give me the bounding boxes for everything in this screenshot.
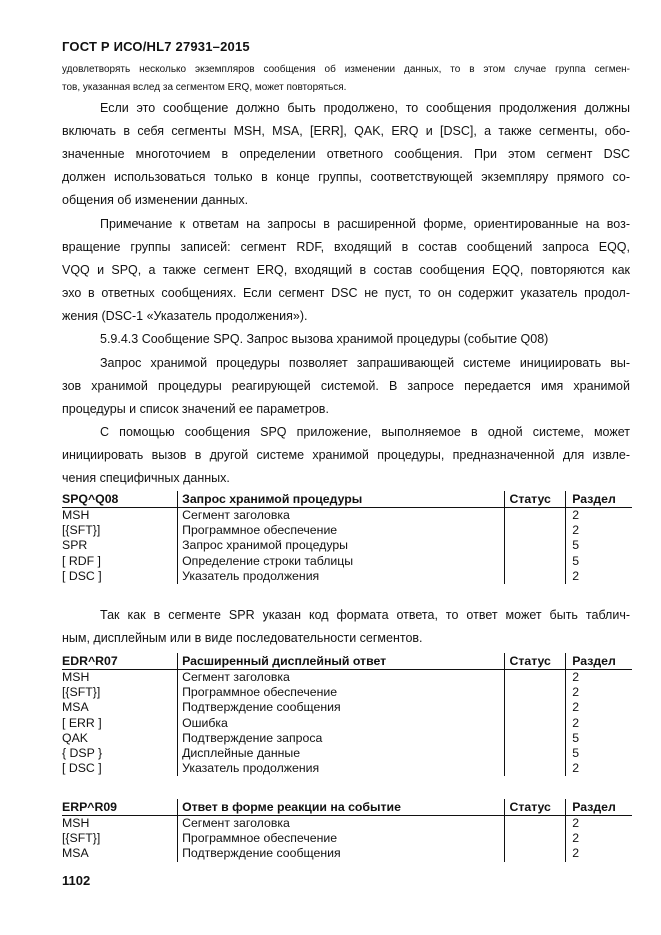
table-row bbox=[62, 716, 632, 731]
table-cell bbox=[505, 554, 566, 569]
table-cell: 5 bbox=[566, 554, 632, 569]
section-heading: 5.9.4.3 Сообщение SPQ. Запрос вызова хранимой процедуры (событие Q08) bbox=[100, 332, 549, 346]
table-cell: MSH bbox=[62, 508, 90, 523]
text-line: должен использоваться только в конце группы, соответствующей экземпляру прямого со- bbox=[62, 170, 630, 184]
text-line: вращение группы записей: сегмент RDF, входящий в состав сообщений запроса EQQ, bbox=[62, 240, 630, 254]
table-cell: Сегмент заголовка bbox=[178, 508, 505, 524]
column-status: Статус bbox=[505, 491, 566, 508]
table-cell: 2 bbox=[566, 716, 632, 731]
text-line: зов хранимой процедуры реагирующей системой. В запросе передается имя хранимой bbox=[62, 379, 630, 393]
table-cell: 2 bbox=[566, 508, 632, 524]
paragraph-note bbox=[62, 213, 630, 328]
text-line: удовлетворять несколько экземпляров сообщения об изменении данных, то в этом случае группа сегмен- bbox=[62, 64, 630, 75]
table-cell: [{SFT}] bbox=[62, 685, 101, 700]
table-cell: 2 bbox=[566, 670, 632, 686]
column-message: EDR^R07 bbox=[62, 653, 178, 670]
table-cell: Подтверждение сообщения bbox=[178, 846, 505, 861]
paragraph-response-format bbox=[62, 604, 630, 650]
text-line: значенные многоточием в определении ответного сообщения. При этом сегмент DSC bbox=[62, 147, 630, 161]
column-section: Раздел bbox=[566, 491, 632, 508]
text-line: С помощью сообщения SPQ приложение, выполняемое в одной системе, может bbox=[100, 425, 630, 439]
table-cell bbox=[505, 538, 566, 553]
table-cell: Запрос хранимой процедуры bbox=[178, 538, 505, 553]
table-cell: Указатель продолжения bbox=[178, 569, 505, 584]
table-cell: 2 bbox=[566, 831, 632, 846]
table-cell: [ DSC ] bbox=[62, 568, 102, 583]
table-cell: 2 bbox=[566, 761, 632, 776]
table-cell bbox=[505, 508, 566, 524]
table-cell: [{SFT}] bbox=[62, 831, 101, 846]
table-cell bbox=[505, 846, 566, 861]
table-cell bbox=[505, 746, 566, 761]
text-line: ным, дисплейным или в виде последовательности сегментов. bbox=[62, 631, 423, 645]
table-row bbox=[62, 538, 632, 553]
table-row bbox=[62, 816, 632, 832]
table-row bbox=[62, 831, 632, 846]
table-cell: 2 bbox=[566, 523, 632, 538]
table-cell: MSH bbox=[62, 816, 90, 831]
table-row bbox=[62, 670, 632, 686]
table-cell: 2 bbox=[566, 700, 632, 715]
intro-text bbox=[62, 61, 630, 97]
table-cell: Программное обеспечение bbox=[178, 831, 505, 846]
column-status: Статус bbox=[505, 653, 566, 670]
table-cell bbox=[505, 569, 566, 584]
table-cell: 2 bbox=[566, 569, 632, 584]
table-cell: [ DSC ] bbox=[62, 761, 102, 776]
table-cell: 2 bbox=[566, 846, 632, 861]
table-cell: Ошибка bbox=[178, 716, 505, 731]
table-cell: [ ERR ] bbox=[62, 715, 102, 730]
table-cell: 5 bbox=[566, 538, 632, 553]
table-cell: SPR bbox=[62, 538, 88, 553]
text-line: чения специфичных данных. bbox=[62, 471, 230, 485]
table-cell bbox=[505, 523, 566, 538]
table-cell: Подтверждение сообщения bbox=[178, 700, 505, 715]
table-cell: Сегмент заголовка bbox=[178, 670, 505, 686]
table-row bbox=[62, 731, 632, 746]
table-row bbox=[62, 569, 632, 584]
table-cell: 2 bbox=[566, 685, 632, 700]
text-line: Так как в сегменте SPR указан код формата ответа, то ответ может быть таблич- bbox=[100, 608, 630, 622]
spq-message-table bbox=[62, 491, 632, 584]
document-header: ГОСТ Р ИСО/HL7 27931–2015 bbox=[62, 39, 250, 54]
text-line: Запрос хранимой процедуры позволяет запрашивающей системе инициировать вы- bbox=[100, 356, 630, 370]
table-cell: 2 bbox=[566, 816, 632, 832]
table-row bbox=[62, 761, 632, 776]
table-header-row bbox=[62, 491, 632, 508]
text-line: эхо в ответных сообщениях. Если сегмент DSC не пуст, то он содержит указатель продол- bbox=[62, 286, 630, 300]
table-cell: [ RDF ] bbox=[62, 553, 101, 568]
table-cell: Определение строки таблицы bbox=[178, 554, 505, 569]
table-cell bbox=[505, 816, 566, 832]
table-cell: { DSP } bbox=[62, 746, 103, 761]
table-cell: [{SFT}] bbox=[62, 523, 101, 538]
table-cell bbox=[505, 670, 566, 686]
paragraph-continuation bbox=[62, 97, 630, 212]
table-cell: Указатель продолжения bbox=[178, 761, 505, 776]
column-description: Расширенный дисплейный ответ bbox=[178, 653, 505, 670]
table-cell bbox=[505, 685, 566, 700]
table-row bbox=[62, 554, 632, 569]
table-cell: Программное обеспечение bbox=[178, 685, 505, 700]
column-description: Запрос хранимой процедуры bbox=[178, 491, 505, 508]
table-cell: Программное обеспечение bbox=[178, 523, 505, 538]
column-section: Раздел bbox=[566, 653, 632, 670]
table-cell: MSH bbox=[62, 670, 90, 685]
table-cell: 5 bbox=[566, 731, 632, 746]
table-cell: QAK bbox=[62, 730, 88, 745]
table-cell: MSA bbox=[62, 846, 89, 861]
text-line: Если это сообщение должно быть продолжено, то сообщения продолжения должны bbox=[100, 101, 630, 115]
paragraph-description bbox=[62, 352, 630, 421]
text-line: тов, указанная вслед за сегментом ERQ, может повторяться. bbox=[62, 82, 347, 93]
column-status: Статус bbox=[505, 799, 566, 816]
text-line: VQQ и SPQ, а также сегмент ERQ, входящий в состав сообщения EQQ, повторяются как bbox=[62, 263, 630, 277]
erp-message-table bbox=[62, 799, 632, 862]
table-row bbox=[62, 846, 632, 861]
text-line: инициировать вызов в другой системе хранимой процедуры, предназначенной для извле- bbox=[62, 448, 630, 462]
table-cell bbox=[505, 716, 566, 731]
text-line: жения (DSC-1 «Указатель продолжения»). bbox=[62, 309, 308, 323]
table-cell bbox=[505, 700, 566, 715]
table-row bbox=[62, 746, 632, 761]
table-row bbox=[62, 685, 632, 700]
table-cell: 5 bbox=[566, 746, 632, 761]
column-section: Раздел bbox=[566, 799, 632, 816]
table-cell: Сегмент заголовка bbox=[178, 816, 505, 832]
paragraph-usage bbox=[62, 421, 630, 490]
table-cell: Дисплейные данные bbox=[178, 746, 505, 761]
text-line: общения об изменении данных. bbox=[62, 193, 249, 207]
column-message: SPQ^Q08 bbox=[62, 491, 178, 508]
table-cell bbox=[505, 831, 566, 846]
table-header-row bbox=[62, 653, 632, 670]
column-description: Ответ в форме реакции на событие bbox=[178, 799, 505, 816]
table-header-row bbox=[62, 799, 632, 816]
column-message: ERP^R09 bbox=[62, 799, 178, 816]
table-cell: MSA bbox=[62, 700, 89, 715]
text-line: Примечание к ответам на запросы в расширенной форме, ориентированные на воз- bbox=[100, 217, 630, 231]
text-line: процедуры и список значений ее параметров. bbox=[62, 402, 329, 416]
table-cell bbox=[505, 731, 566, 746]
table-row bbox=[62, 700, 632, 715]
table-cell bbox=[505, 761, 566, 776]
text-line: включать в себя сегменты MSH, MSA, [ERR], QAK, ERQ и [DSC], а также сегменты, обо- bbox=[62, 124, 630, 138]
table-cell: Подтверждение запроса bbox=[178, 731, 505, 746]
table-row bbox=[62, 508, 632, 524]
page-number: 1102 bbox=[62, 873, 91, 888]
edr-message-table bbox=[62, 653, 632, 776]
table-row bbox=[62, 523, 632, 538]
